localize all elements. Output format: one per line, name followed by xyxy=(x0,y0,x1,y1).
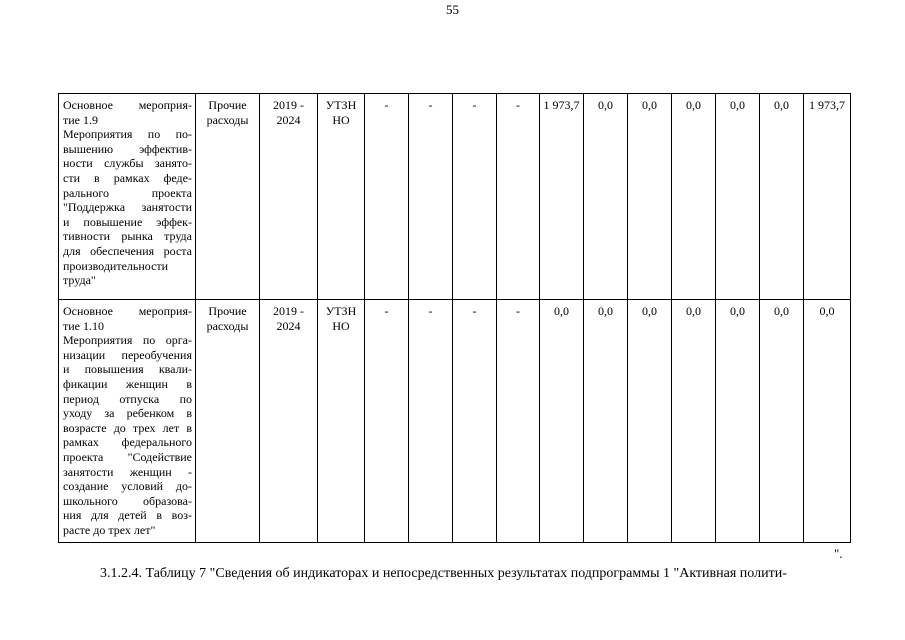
description-line: Мероприятия по по- xyxy=(63,127,192,142)
total-cell: 1 973,7 xyxy=(804,94,851,300)
description-line: труда" xyxy=(63,273,96,288)
total-cell: 0,0 xyxy=(804,300,851,543)
value-cell: 0,0 xyxy=(628,94,672,300)
value-cell: 0,0 xyxy=(760,300,804,543)
table-row xyxy=(59,94,851,300)
value-cell: - xyxy=(409,94,453,300)
value-cell: 1 973,7 xyxy=(540,94,584,300)
description-line: фикации женщин в xyxy=(63,376,192,391)
executor-cell: УТЗН НО xyxy=(318,300,365,543)
value-cell: 0,0 xyxy=(628,300,672,543)
period-cell: 2019 - 2024 xyxy=(260,300,318,543)
description-line: рального проекта xyxy=(63,185,192,200)
table-row xyxy=(59,300,851,543)
value-cell: - xyxy=(497,94,540,300)
value-cell: - xyxy=(453,300,497,543)
description-line: и повышение эффек- xyxy=(63,214,192,229)
period-cell: 2019 - 2024 xyxy=(260,94,318,300)
description-line: для обеспечения роста xyxy=(63,243,192,258)
description-line: тивности рынка труда xyxy=(63,229,192,244)
description-line: создание условий до- xyxy=(63,479,192,494)
description-line: расте до трех лет" xyxy=(63,522,156,537)
value-cell: - xyxy=(453,94,497,300)
description-line: Основное мероприя- xyxy=(63,304,192,318)
description-line: занятости женщин - xyxy=(63,464,192,479)
expense-type-cell: Прочие расходы xyxy=(196,94,260,300)
activity-description-cell xyxy=(59,94,196,300)
value-cell: 0,0 xyxy=(760,94,804,300)
expenses-table xyxy=(58,93,851,543)
value-cell: 0,0 xyxy=(584,300,628,543)
footer-text: 3.1.2.4. Таблицу 7 "Сведения об индикаторах и непосредственных результатах подпрограммы 1 "Активная полити- xyxy=(100,566,787,581)
value-cell: - xyxy=(497,300,540,543)
value-cell: 0,0 xyxy=(716,300,760,543)
value-cell: 0,0 xyxy=(672,300,716,543)
closing-quote: ". xyxy=(834,546,843,561)
description-line: рамках федерального xyxy=(63,435,192,450)
description-line: ния для детей в воз- xyxy=(63,508,192,523)
description-line: производительности xyxy=(63,258,169,273)
description-line: тие 1.9 xyxy=(63,112,98,127)
description-line: уходу за ребенком в xyxy=(63,406,192,421)
description-line: вышению эффектив- xyxy=(63,141,192,156)
description-line: тие 1.10 xyxy=(63,318,104,333)
description-line: Основное мероприя- xyxy=(63,98,192,112)
description-line: "Поддержка занятости xyxy=(63,200,192,215)
value-cell: - xyxy=(409,300,453,543)
description-line: школьного образова- xyxy=(63,493,192,508)
value-cell: 0,0 xyxy=(672,94,716,300)
description-line: низации переобучения xyxy=(63,347,192,362)
value-cell: - xyxy=(365,94,409,300)
description-line: проекта "Содействие xyxy=(63,449,192,464)
value-cell: - xyxy=(365,300,409,543)
description-line: возрасте до трех лет в xyxy=(63,420,192,435)
value-cell: 0,0 xyxy=(540,300,584,543)
expense-type-cell: Прочие расходы xyxy=(196,300,260,543)
executor-cell: УТЗН НО xyxy=(318,94,365,300)
description-line: Мероприятия по орга- xyxy=(63,333,192,348)
value-cell: 0,0 xyxy=(716,94,760,300)
description-line: сти в рамках феде- xyxy=(63,170,192,185)
value-cell: 0,0 xyxy=(584,94,628,300)
page-number: 55 xyxy=(446,2,459,17)
activity-description-cell xyxy=(59,300,196,543)
description-line: период отпуска по xyxy=(63,391,192,406)
description-line: ности службы занято- xyxy=(63,156,192,171)
description-line: и повышения квали- xyxy=(63,362,192,377)
